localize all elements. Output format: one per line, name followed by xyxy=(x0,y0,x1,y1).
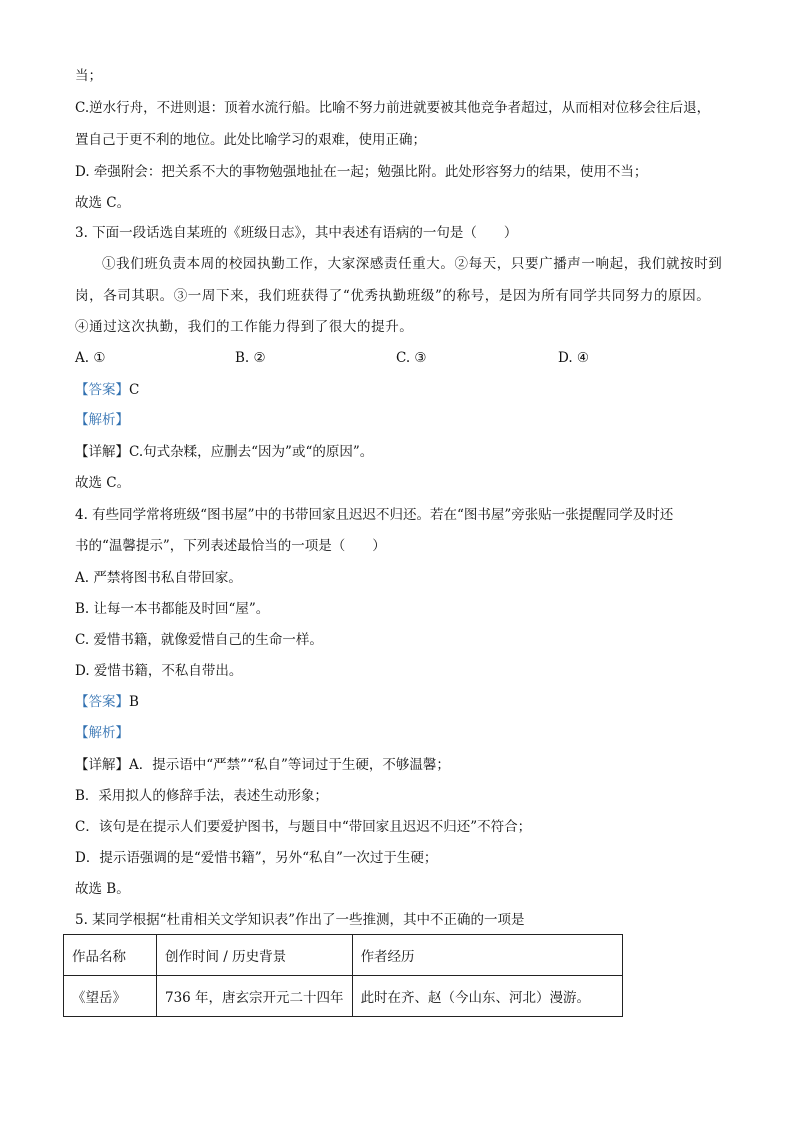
q3-option-b: B. ② xyxy=(235,350,266,366)
q3-conclusion: 故选 C。 xyxy=(75,475,131,491)
q4-option-c: C. 爱惜书籍，就像爱惜自己的生命一样。 xyxy=(75,632,323,648)
detail-tag: 【详解】 xyxy=(75,444,129,460)
q3-passage-1: ①我们班负责本周的校园执勤工作，大家深感责任重大。②每天，只要广播声一响起，我们就按时到 xyxy=(102,256,723,272)
answer-value: C xyxy=(129,382,140,398)
q3-answer xyxy=(75,380,139,400)
q4-conclusion: 故选 B。 xyxy=(75,881,130,897)
q4-option-a: A. 严禁将图书私自带回家。 xyxy=(75,570,242,586)
q4-answer xyxy=(75,692,139,712)
q3-option-d: D. ④ xyxy=(558,350,590,366)
q4-option-b: B. 让每一本书都能及时回“屋”。 xyxy=(75,601,270,617)
q4-analysis-tag: 【解析】 xyxy=(75,725,129,741)
q4-detail-d: D．提示语强调的是“爱惜书籍”，另外“私自”一次过于生硬； xyxy=(75,850,438,866)
q3-option-a: A. ① xyxy=(75,350,106,366)
detail-text: C.句式杂糅，应删去“因为”或“的原因”。 xyxy=(129,444,374,460)
table-cell: 《望岳》 xyxy=(64,976,157,1017)
q4-detail xyxy=(75,755,450,775)
table-cell: 此时在齐、赵（今山东、河北）漫游。 xyxy=(352,976,622,1017)
q3-analysis-tag: 【解析】 xyxy=(75,412,129,428)
q4-stem-1: 4. 有些同学常将班级“图书屋”中的书带回家且迟迟不归还。若在“图书屋”旁张贴一张提醒同学及时还 xyxy=(75,507,674,523)
table-row xyxy=(64,976,623,1017)
q4-stem-2: 书的“温馨提示”，下列表述最恰当的一项是（ ） xyxy=(75,538,386,554)
answer-tag: 【答案】 xyxy=(75,382,129,398)
table-header-cell: 作品名称 xyxy=(64,935,157,976)
table-cell: 736 年，唐玄宗开元二十四年 xyxy=(157,976,353,1017)
q3-passage-2: 岗，各司其职。③一周下来，我们班获得了“优秀执勤班级”的称号，是因为所有同学共同努力的原因。 xyxy=(75,288,711,304)
q4-detail-b: B．采用拟人的修辞手法，表述生动形象； xyxy=(75,788,328,804)
q5-stem: 5. 某同学根据“杜甫相关文学知识表”作出了一些推测，其中不正确的一项是 xyxy=(75,912,525,928)
line-1: 当； xyxy=(75,68,102,84)
knowledge-table xyxy=(63,934,623,1017)
detail-tag: 【详解】 xyxy=(75,757,129,773)
line-2: C.逆水行舟，不进则退：顶着水流行船。比喻不努力前进就要被其他竞争者超过，从而相对位移会往后退， xyxy=(75,100,711,116)
q3-detail xyxy=(75,442,373,462)
table-header-cell: 创作时间 / 历史背景 xyxy=(157,935,353,976)
answer-tag: 【答案】 xyxy=(75,694,129,710)
line-5: 故选 C。 xyxy=(75,195,131,211)
q4-detail-c: C．该句是在提示人们要爱护图书，与题目中“带回家且迟迟不归还”不符合； xyxy=(75,819,532,835)
detail-text: A．提示语中“严禁”“私自”等词过于生硬，不够温馨； xyxy=(129,757,450,773)
table-header-row xyxy=(64,935,623,976)
table-header-cell: 作者经历 xyxy=(352,935,622,976)
q3-passage-3: ④通过这次执勤，我们的工作能力得到了很大的提升。 xyxy=(75,319,414,335)
q4-option-d: D. 爱惜书籍，不私自带出。 xyxy=(75,663,243,679)
line-4: D. 牵强附会：把关系不大的事物勉强地扯在一起；勉强比附。此处形容努力的结果，使用不当； xyxy=(75,164,648,180)
answer-value: B xyxy=(129,694,139,710)
line-3: 置自己于更不利的地位。此处比喻学习的艰难，使用正确； xyxy=(75,132,426,148)
q3-option-c: C. ③ xyxy=(396,350,427,366)
q3-stem: 3. 下面一段话选自某班的《班级日志》，其中表述有语病的一句是（ ） xyxy=(75,225,518,241)
